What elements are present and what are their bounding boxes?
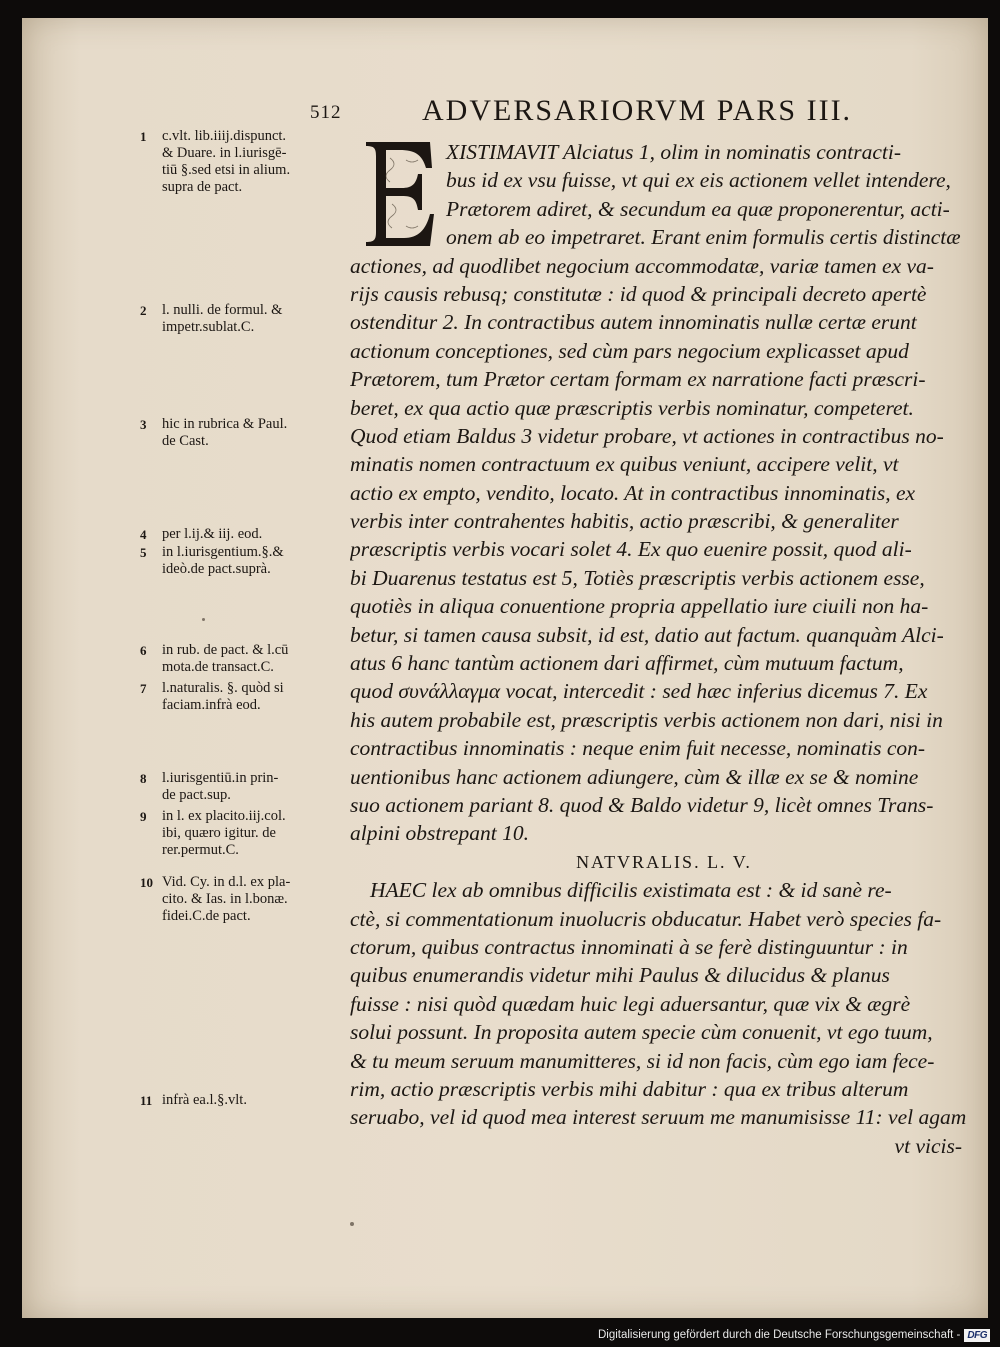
text-line: minatis nomen contractuum ex quibus veniunt, accipere velit, vt [350, 452, 899, 477]
text-line: betur, si tamen causa subsit, id est, datio aut factum. quanquàm Alci- [350, 622, 944, 647]
text-line: & tu meum seruum manumitteres, si id non facis, cùm ego iam fece- [350, 1048, 935, 1073]
section-heading: NATVRALIS. L. V. [576, 851, 752, 872]
text-line: solui possunt. In proposita autem specie cùm conuenit, vt ego tuum, [350, 1020, 933, 1045]
note-line: in l.iurisgentium.§.& [162, 544, 284, 560]
note-mark: 7 [140, 681, 147, 696]
text-line: atus 6 hanc tantùm actionem dari affirmet, cùm mutuum factum, [350, 651, 904, 676]
note-mark: 8 [140, 771, 147, 786]
note-line: hic in rubrica & Paul. [162, 416, 288, 432]
text-line: bus id ex vsu fuisse, vt qui ex eis actionem vellet intendere, [446, 168, 951, 193]
note-line: in rub. de pact. & l.cū [162, 642, 289, 658]
text-line: bi Duarenus testatus est 5, Totiès præscriptis verbis actionem esse, [350, 565, 925, 590]
running-head: ADVERSARIORVM PARS III. [422, 94, 853, 127]
note-mark: 3 [140, 417, 147, 432]
note-mark: 11 [140, 1093, 153, 1108]
note-mark: 5 [140, 545, 147, 560]
footer-text: Digitalisierung gefördert durch die Deutsche Forschungsgemeinschaft - [597, 1329, 961, 1341]
text-line: rijs causis rebusq; constitutæ : id quod & principali decreto apertè [350, 281, 927, 306]
note-line: de Cast. [162, 433, 209, 449]
main-text-block [350, 138, 978, 1160]
note-line: rer.permut.C. [162, 842, 239, 858]
note-line: ibi, quæro igitur. de [162, 825, 276, 841]
digitization-footer [598, 1326, 990, 1344]
note-mark: 9 [140, 809, 147, 824]
text-line: actiones, ad quodlibet negocium accommodatæ, variæ tamen ex va- [350, 253, 934, 278]
note-line: supra de pact. [162, 179, 243, 195]
note-line: infrà ea.l.§.vlt. [162, 1092, 247, 1108]
note-mark: 1 [140, 129, 147, 144]
book-page [22, 18, 988, 1318]
text-line: his autem probabile est, præscriptis verbis actionem non dari, nisi in [350, 707, 943, 732]
note-line: ideò.de pact.suprà. [162, 561, 271, 577]
note-line: tiū §.sed etsi in alium. [162, 162, 291, 178]
text-line: suo actionem pariant 8. quod & Baldo videtur 9, licèt omnes Trans- [350, 792, 934, 817]
page-number: 512 [310, 102, 342, 123]
note-mark: 4 [140, 527, 147, 542]
text-line: contractibus innominatis : neque enim fuit necesse, nominatis con- [350, 736, 926, 761]
text-line: ctè, si commentationum inuolucris obducatur. Habet verò species fa- [350, 906, 942, 931]
text-line: beret, ex qua actio quæ præscriptis verbis nominatur, competeret. [350, 395, 914, 420]
text-line: quibus enumerandis videtur mihi Paulus & dilucidus & planus [350, 963, 890, 988]
text-line: HAEC lex ab omnibus difficilis existimata est : & id sanè re- [370, 878, 892, 903]
note-mark: 10 [140, 875, 153, 890]
ink-speck [202, 618, 205, 621]
note-line: l.naturalis. §. quòd si [162, 680, 284, 696]
note-mark: 6 [140, 643, 147, 658]
text-line: actionum conceptiones, sed cùm pars negocium explicasset apud [350, 338, 909, 363]
text-line: fuisse : nisi quòd quædam huic legi aduersantur, quæ vix & ægrè [350, 991, 911, 1016]
note-line: faciam.infrà eod. [162, 697, 261, 713]
note-mark: 2 [140, 303, 147, 318]
text-line: quotiès in aliqua conuentione propria appellatio iure ciuili non ha- [350, 594, 929, 619]
text-line: seruabo, vel id quod mea interest seruum me manumisisse 11: vel agam [350, 1105, 967, 1130]
text-line: Prætorem adiret, & secundum ea quæ proponerentur, acti- [446, 196, 950, 221]
text-line: quod συνάλλαγμα vocat, intercedit : sed hæc inferius dicemus 7. Ex [350, 679, 928, 704]
note-line: in l. ex placito.iij.col. [162, 808, 286, 824]
text-line: uentionibus hanc actionem adiungere, cùm & illæ ex se & nomine [350, 764, 919, 789]
note-line: l.iurisgentiū.in prin- [162, 770, 279, 786]
note-line: l. nulli. de formul. & [162, 302, 283, 318]
note-line: & Duare. in l.iurisgē- [162, 145, 287, 161]
catchword: vt vicis- [894, 1133, 962, 1158]
text-line: Prætorem, tum Prætor certam formam ex narratione facti præscri- [350, 367, 926, 392]
note-line: fidei.C.de pact. [162, 908, 251, 924]
note-line: cito. & Ias. in l.bonæ. [162, 891, 288, 907]
ink-speck [350, 1222, 354, 1226]
text-line: actio ex empto, vendito, locato. At in contractibus innominatis, ex [350, 480, 916, 505]
note-line: per l.ij.& iij. eod. [162, 526, 263, 542]
note-line: c.vlt. lib.iiij.dispunct. [162, 128, 287, 144]
text-line: præscriptis verbis vocari solet 4. Ex quo euenire possit, quod ali- [350, 537, 912, 562]
note-line: Vid. Cy. in d.l. ex pla- [162, 874, 291, 890]
note-line: mota.de transact.C. [162, 659, 274, 675]
text-line: ctorum, quibus contractus innominati à se ferè distinguuntur : in [350, 934, 908, 959]
dfg-logo: DFG [964, 1329, 990, 1342]
text-line: onem ab eo impetraret. Erant enim formulis certis distinctæ [446, 225, 961, 250]
text-line: ostenditur 2. In contractibus autem innominatis nullæ certæ erunt [350, 310, 917, 335]
text-line: XISTIMAVIT Alciatus 1, olim in nominatis contracti- [446, 140, 901, 164]
text-line: Quod etiam Baldus 3 videtur probare, vt actiones in contractibus no- [350, 423, 944, 448]
note-line: de pact.sup. [162, 787, 231, 803]
text-line: verbis inter contrahentes habitis, actio præscribi, & generaliter [350, 509, 899, 534]
note-line: impetr.sublat.C. [162, 319, 255, 335]
text-line: alpini obstrepant 10. [350, 821, 529, 846]
text-line: rim, actio præscriptis verbis mihi dabitur : qua ex tribus alterum [350, 1076, 909, 1101]
